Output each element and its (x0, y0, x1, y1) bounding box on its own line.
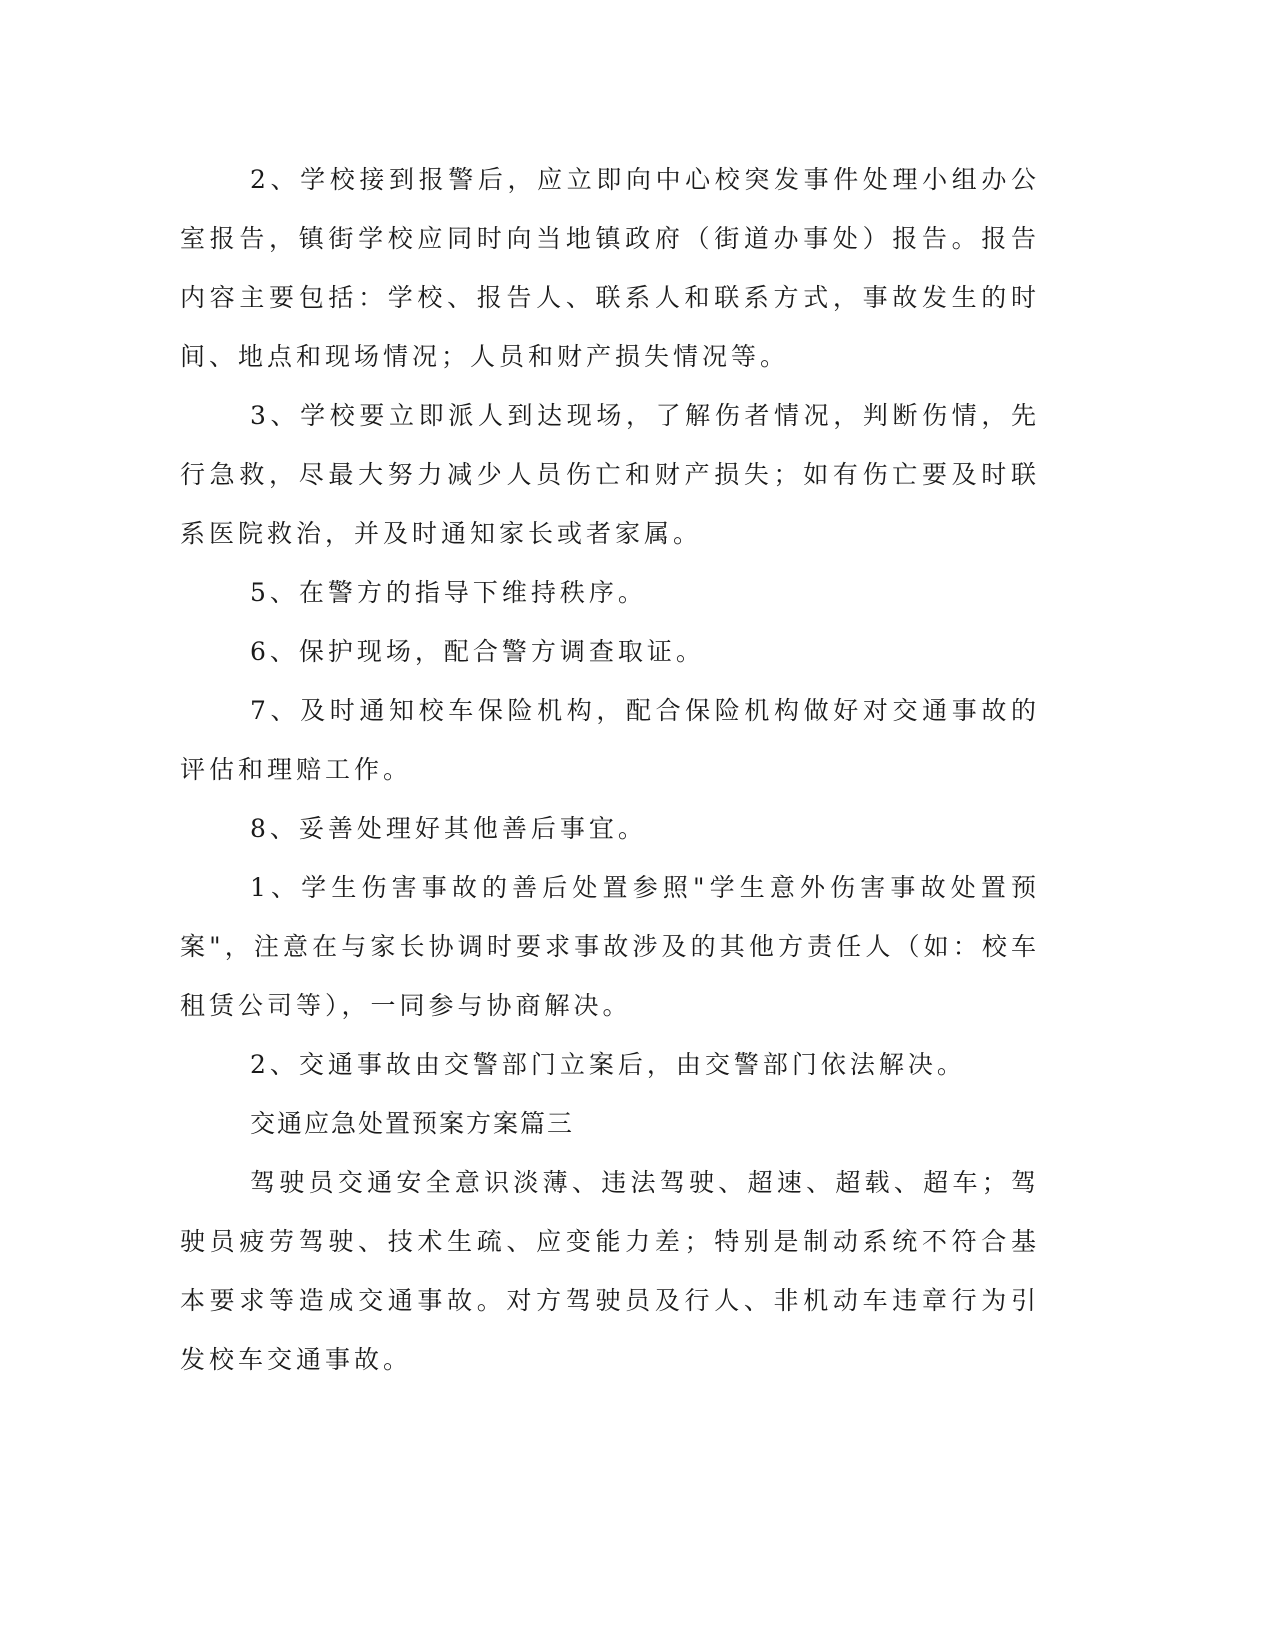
paragraph-report-procedure: 2、学校接到报警后，应立即向中心校突发事件处理小组办公室报告，镇街学校应同时向当地镇政府（街道办事处）报告。报告内容主要包括：学校、报告人、联系人和联系方式，事故发生的时间、地点和现场情况；人员和财产损失情况等。 (180, 165, 1040, 371)
paragraph-police-resolution: 2、交通事故由交警部门立案后，由交警部门依法解决。 (250, 1050, 966, 1079)
paragraph-protect-scene: 6、保护现场，配合警方调查取证。 (250, 637, 705, 666)
document-body (180, 150, 1040, 1389)
paragraph-maintain-order: 5、在警方的指导下维持秩序。 (250, 578, 647, 607)
paragraph-notify-insurance: 7、及时通知校车保险机构，配合保险机构做好对交通事故的评估和理赔工作。 (180, 696, 1040, 784)
paragraph-aftermath: 8、妥善处理好其他善后事宜。 (250, 814, 647, 843)
section-heading: 交通应急处置预案方案篇三 (250, 1109, 575, 1138)
paragraph-accident-causes: 驾驶员交通安全意识淡薄、违法驾驶、超速、超载、超车；驾驶员疲劳驾驶、技术生疏、应变能力差；特别是制动系统不符合基本要求等造成交通事故。对方驾驶员及行人、非机动车违章行为引发校车交通事故。 (180, 1168, 1040, 1374)
paragraph-dispatch-rescue: 3、学校要立即派人到达现场，了解伤者情况，判断伤情，先行急救，尽最大努力减少人员伤亡和财产损失；如有伤亡要及时联系医院救治，并及时通知家长或者家属。 (180, 401, 1040, 548)
paragraph-injury-handling: 1、学生伤害事故的善后处置参照"学生意外伤害事故处置预案"，注意在与家长协调时要求事故涉及的其他方责任人（如：校车租赁公司等），一同参与协商解决。 (180, 873, 1040, 1020)
